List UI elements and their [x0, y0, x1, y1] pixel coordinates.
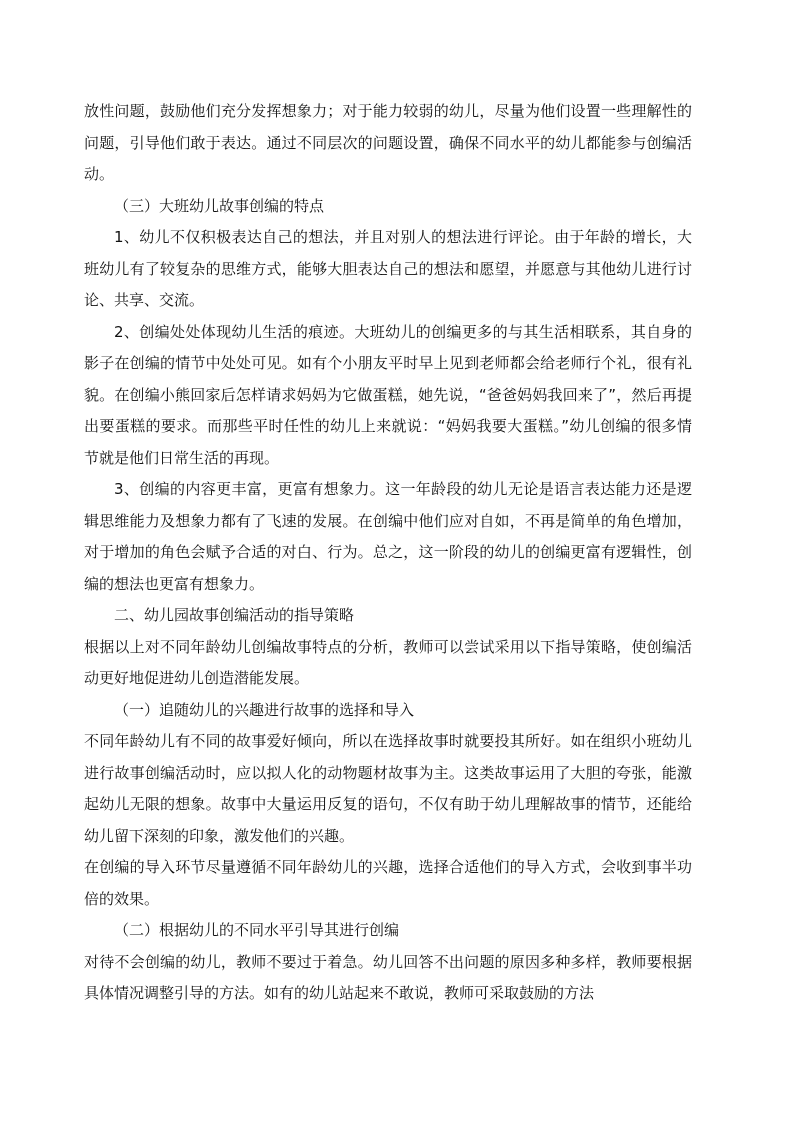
heading-follow-interest: （一）追随幼儿的兴趣进行故事的选择和导入 — [114, 700, 415, 719]
paragraph-strategies-intro: 根据以上对不同年龄幼儿创编故事特点的分析，教师可以尝试采用以下指导策略，使创编活动更好地促进幼儿创造潜能发展。 — [84, 637, 692, 687]
paragraph-feature-2: 2、创编处处体现幼儿生活的痕迹。大班幼儿的创编更多的与其生活相联系，其自身的影子在创编的情节中处处可见。如有个小朋友平时早上见到老师都会给老师行个礼，很有礼貌。在创编小熊回家后怎样请求妈妈为它做蛋糕，她先说，“爸爸妈妈我回来了”，然后再提出要蛋糕的要求。而那些平时任性的幼儿上来就说：“妈妈我要大蛋糕。”幼儿创编的很多情节就是他们日常生活的再现。 — [84, 322, 692, 467]
paragraph-question-levels: 放性问题，鼓励他们充分发挥想象力；对于能力较弱的幼儿，尽量为他们设置一些理解性的问题，引导他们敢于表达。通过不同层次的问题设置，确保不同水平的幼儿都能参与创编活动。 — [84, 102, 692, 183]
heading-senior-class-features: （三）大班幼儿故事创编的特点 — [114, 196, 325, 215]
paragraph-feature-3: 3、创编的内容更丰富，更富有想象力。这一年龄段的幼儿无论是语言表达能力还是逻辑思维能力及想象力都有了飞速的发展。在创编中他们应对自如，不再是简单的角色增加，对于增加的角色会赋予合适的对白、行为。总之，这一阶段的幼儿的创编更富有逻辑性，创编的想法也更富有想象力。 — [84, 480, 692, 593]
paragraph-story-selection: 不同年龄幼儿有不同的故事爱好倾向，所以在选择故事时就要投其所好。如在组织小班幼儿进行故事创编活动时，应以拟人化的动物题材故事为主。这类故事运用了大胆的夸张，能激起幼儿无限的想象。故事中大量运用反复的语句，不仅有助于幼儿理解故事的情节，还能给幼儿留下深刻的印象，激发他们的兴趣。 — [84, 732, 692, 845]
paragraph-feature-1: 1、幼儿不仅积极表达自己的想法，并且对别人的想法进行评论。由于年龄的增长，大班幼儿有了较复杂的思维方式，能够大胆表达自己的想法和愿望，并愿意与其他幼儿进行讨论、共享、交流。 — [84, 228, 692, 309]
paragraph-introduction-stage: 在创编的导入环节尽量遵循不同年龄幼儿的兴趣，选择合适他们的导入方式，会收到事半功倍的效果。 — [84, 858, 692, 908]
document-body — [84, 96, 692, 1010]
heading-different-levels: （二）根据幼儿的不同水平引导其进行创编 — [114, 921, 400, 939]
heading-guidance-strategies: 二、幼儿园故事创编活动的指导策略 — [114, 606, 355, 624]
paragraph-guiding-methods: 对待不会创编的幼儿，教师不要过于着急。幼儿回答不出问题的原因多种多样，教师要根据具体情况调整引导的方法。如有的幼儿站起来不敢说，教师可采取鼓励的方法 — [84, 952, 692, 1002]
